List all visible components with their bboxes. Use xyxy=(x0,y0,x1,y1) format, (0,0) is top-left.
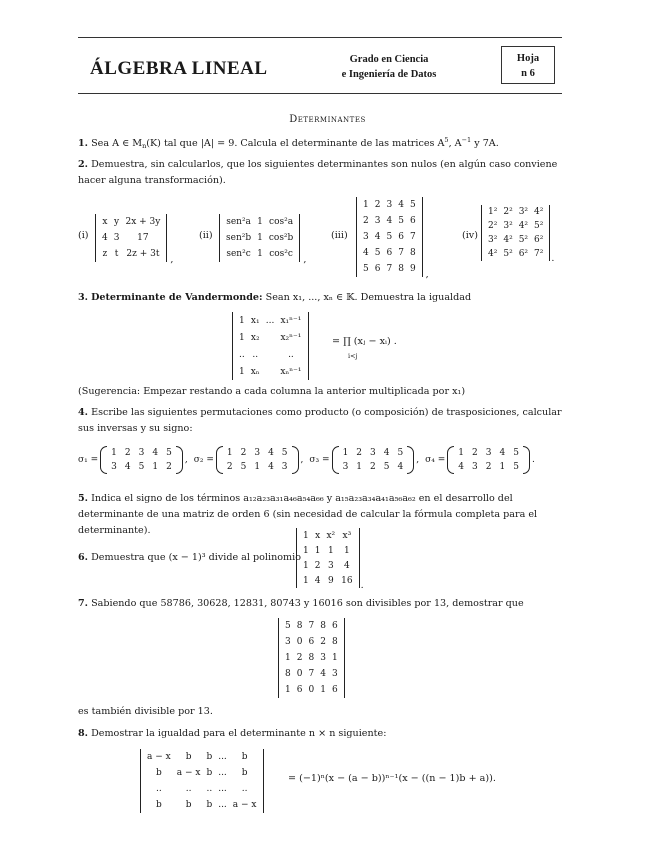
matrix-cell: 4 xyxy=(363,248,369,258)
matrix-cell: ... xyxy=(265,315,275,326)
matrix-cell: 2 xyxy=(363,216,369,226)
matrix-cell: 1 xyxy=(239,366,245,377)
separator: , xyxy=(184,455,188,465)
matrix-row xyxy=(223,214,296,230)
matrix-cell: 3 xyxy=(327,560,334,571)
permutation-name: σ₄ = xyxy=(425,455,446,465)
matrix-cell: b xyxy=(206,800,213,810)
matrix-cell: 3 xyxy=(285,637,291,647)
matrix-cell: 3 xyxy=(331,669,338,679)
permutations-row xyxy=(78,446,568,474)
matrix-row xyxy=(223,230,296,246)
matrix-cell: a − x xyxy=(232,800,257,810)
matrix-cell: 1 xyxy=(257,249,263,259)
determinant-i: x y 2x + 3y 4 3 17 z t 2z + 3t , xyxy=(95,214,173,265)
degree-line-1: Grado en Ciencia xyxy=(349,54,429,65)
matrix-cell: b xyxy=(206,752,213,762)
matrix-cell: b xyxy=(155,768,162,778)
matrix-cell: 5 xyxy=(281,448,288,458)
matrix-cell: 5 xyxy=(409,200,416,210)
matrix-cell: 1 xyxy=(239,315,245,326)
matrix-cell: 8 xyxy=(320,621,326,631)
matrix-cell: .. xyxy=(185,784,192,794)
matrix-cell: b xyxy=(185,800,192,810)
matrix-cell: 4 xyxy=(268,448,274,458)
matrix-cell: 6 xyxy=(398,232,404,242)
matrix-cell: 4² xyxy=(503,235,513,245)
matrix-cell: 5 xyxy=(240,462,247,472)
matrix-cell: 8 xyxy=(285,669,291,679)
matrix-cell: 2 xyxy=(374,200,381,210)
matrix-cell: 2 xyxy=(226,462,233,472)
permutation-name: σ₁ = xyxy=(78,455,99,465)
matrix-cell: a − x xyxy=(147,752,171,762)
matrix-cell: 0 xyxy=(296,669,303,679)
matrix-cell: 4 xyxy=(383,448,390,458)
matrix-cell: 1 xyxy=(303,530,309,541)
exercise-3-hint: (Sugerencia: Empezar restando a cada columna la anterior multiplicada por x₁) xyxy=(78,386,466,397)
matrix-cell: 1 xyxy=(239,332,245,343)
matrix-cell: 3² xyxy=(518,207,529,217)
exercise-4: 4. Escribe las siguientes permutaciones como producto (o composición) de trasposiciones, calcular sus inversas y su signo: xyxy=(78,407,562,434)
sheet-number: n 6 xyxy=(521,68,535,79)
permutation-matrix xyxy=(447,446,530,474)
matrix-cell: 5 xyxy=(363,264,369,274)
matrix-cell: cos²b xyxy=(268,233,294,243)
determinant-iv: 1² 2² 3² 4² 2² 3² 4² 5² 3² 4² 5² 6² 4² 5² 6² 7² . xyxy=(481,205,554,264)
matrix-cell: 5 xyxy=(513,448,519,458)
matrix-cell: 5 xyxy=(138,462,145,472)
matrix-cell: 1 xyxy=(285,653,291,663)
matrix-cell: ... xyxy=(218,752,227,762)
matrix-row xyxy=(360,213,419,229)
matrix-cell: 4 xyxy=(397,462,404,472)
matrix-cell: ... xyxy=(218,784,227,794)
matrix-cell: 4 xyxy=(152,448,159,458)
matrix-cell: ... xyxy=(218,768,227,778)
matrix-cell: 8 xyxy=(331,637,338,647)
matrix-cell: 6 xyxy=(374,264,381,274)
matrix-row xyxy=(144,781,260,797)
matrix-cell: 1 xyxy=(499,462,506,472)
matrix-cell: x xyxy=(102,217,108,227)
exercise-7: 7. Sabiendo que 58786, 30628, 12831, 80743 y 16016 son divisibles por 13, demostrar que xyxy=(78,598,524,609)
matrix-cell: t xyxy=(114,249,119,259)
matrix-cell: .. xyxy=(155,784,162,794)
matrix-cell: 2 xyxy=(314,560,321,571)
matrix-cell: b xyxy=(241,752,248,762)
matrix-cell: 2 xyxy=(485,462,492,472)
matrix-cell: b xyxy=(206,768,213,778)
matrix-cell: 4 xyxy=(320,669,326,679)
matrix-cell: 1² xyxy=(488,207,498,217)
matrix-cell: 5² xyxy=(534,221,544,231)
matrix-row xyxy=(282,666,341,682)
matrix-cell xyxy=(263,363,278,380)
matrix-cell: 2 xyxy=(296,653,303,663)
matrix-cell: x₂ xyxy=(250,332,260,343)
exercise-3: 3. Determinante de Vandermonde: Sean x₁, ..., xₙ ∈ 𝕂. Demuestra la igualdad xyxy=(78,292,472,303)
matrix-row xyxy=(339,460,408,474)
matrix-cell: sen²c xyxy=(226,249,251,259)
matrix-row xyxy=(99,230,163,246)
separator: . xyxy=(531,455,535,465)
matrix-cell: 3 xyxy=(342,462,349,472)
matrix-cell: 5 xyxy=(513,462,519,472)
sheet-number-box xyxy=(501,46,555,84)
matrix-cell: b xyxy=(241,768,248,778)
matrix-cell: 7 xyxy=(308,621,315,631)
matrix-cell: 3 xyxy=(320,653,326,663)
exercise-6: 6. Demuestra que (x − 1)³ divide al polinomio xyxy=(78,552,301,563)
matrix-cell: 9 xyxy=(327,575,334,586)
matrix-cell: 7 xyxy=(409,232,416,242)
product-index: i<j xyxy=(348,352,358,360)
matrix-cell: 5 xyxy=(285,621,291,631)
matrix-cell: 3² xyxy=(488,235,498,245)
matrix-cell: 5 xyxy=(397,448,404,458)
matrix-row xyxy=(360,245,419,261)
matrix-row xyxy=(223,446,292,460)
matrix-cell: 4 xyxy=(268,462,274,472)
matrix-row xyxy=(282,650,341,666)
matrix-cell: 1 xyxy=(314,545,321,556)
matrix-row xyxy=(485,233,546,247)
matrix-cell: 4² xyxy=(534,207,544,217)
matrix-cell: 4 xyxy=(344,560,350,571)
matrix-cell: b xyxy=(185,752,192,762)
matrix-cell: 5 xyxy=(386,232,393,242)
matrix-cell: 8 xyxy=(409,248,416,258)
matrix-cell: 6² xyxy=(534,235,544,245)
exercise-5: 5. Indica el signo de los términos a₁₂a₂₃a₃₁a₄₆a₅₄a₆₆ y a₁₅a₂₃a₃₄a₄₁a₅₆a₆₂ en el desarrollo del determinante de una matriz de orden 6 (sin necesidad de calcular la fórmula completa para el determinante). xyxy=(78,493,538,536)
matrix-cell: 7 xyxy=(308,669,315,679)
matrix-cell: 3 xyxy=(386,200,393,210)
matrix-row xyxy=(107,460,176,474)
determinant-iii: 1 2 3 4 5 2 3 4 5 6 3 4 5 6 7 4 5 6 7 8 5 6 7 8 9 , xyxy=(356,197,429,280)
matrix-row xyxy=(485,219,546,233)
matrix-cell: 5 xyxy=(383,462,390,472)
matrix-cell: ... xyxy=(218,800,227,810)
polynomial-determinant: 1 x x² x³ 1 1 1 1 1 2 3 4 1 4 9 16 . xyxy=(296,528,364,591)
matrix-row xyxy=(282,634,341,650)
matrix-cell: cos²a xyxy=(269,217,294,227)
matrix-cell: 5 xyxy=(374,248,381,258)
matrix-cell: 1 xyxy=(331,653,338,663)
matrix-cell: 1 xyxy=(303,560,309,571)
matrix-cell: 1 xyxy=(226,448,233,458)
matrix-row xyxy=(236,312,305,329)
matrix-cell: a − x xyxy=(176,768,201,778)
section-title: Determinantes xyxy=(289,114,366,125)
matrix-row xyxy=(99,214,163,230)
matrix-cell: 3 xyxy=(111,462,117,472)
matrix-cell: 1 xyxy=(303,575,309,586)
matrix-cell: x xyxy=(315,530,321,541)
matrix-row xyxy=(300,573,356,588)
exercise-1: 1. Sea A ∈ $M_n(K)$ tal que |A| = 9. Calcula el determinante de las matrices $A^5$, $A^{-1}$ y 7A. xyxy=(78,136,499,150)
permutation-matrix xyxy=(216,446,299,474)
matrix-row xyxy=(300,558,356,573)
matrix-cell: 0 xyxy=(308,685,315,695)
matrix-cell: 6 xyxy=(331,621,338,631)
matrix-cell: 4 xyxy=(102,233,108,243)
matrix-cell: x₁ xyxy=(250,315,260,326)
matrix-cell: 3 xyxy=(113,233,120,243)
matrix-cell: 2x + 3y xyxy=(125,217,161,227)
matrix-cell: 1 xyxy=(320,685,326,695)
vandermonde-rhs: = ∏ (xⱼ − xᵢ) . xyxy=(332,336,397,347)
matrix-cell: 2 xyxy=(320,637,326,647)
matrix-cell: 2z + 3t xyxy=(126,249,160,259)
matrix-cell: 1 xyxy=(327,545,334,556)
matrix-cell: 2 xyxy=(356,448,363,458)
degree-line-2: e Ingeniería de Datos xyxy=(341,69,437,80)
digits-determinant xyxy=(278,618,345,701)
matrix-cell: 1 xyxy=(254,462,261,472)
permutation-matrix xyxy=(332,446,415,474)
matrix-row xyxy=(282,682,341,698)
matrix-cell: 1 xyxy=(152,462,159,472)
permutation-matrix xyxy=(100,446,183,474)
separator: , xyxy=(300,455,304,465)
matrix-cell: 2 xyxy=(240,448,247,458)
matrix-cell: 3 xyxy=(370,448,376,458)
matrix-cell: 3 xyxy=(254,448,261,458)
matrix-row xyxy=(485,247,546,261)
matrix-cell: 2 xyxy=(124,448,131,458)
matrix-row xyxy=(236,346,305,363)
matrix-cell: 5 xyxy=(398,216,404,226)
matrix-cell: 6² xyxy=(518,249,529,259)
matrix-cell: x² xyxy=(326,530,336,541)
matrix-cell: 6 xyxy=(296,685,303,695)
matrix-cell: 8 xyxy=(398,264,404,274)
matrix-cell: 6 xyxy=(331,685,338,695)
matrix-cell: 3² xyxy=(503,221,513,231)
matrix-row xyxy=(360,197,419,213)
matrix-cell: 5² xyxy=(518,235,529,245)
matrix-cell: 3 xyxy=(138,448,145,458)
matrix-cell: 9 xyxy=(409,264,416,274)
matrix-cell: 6 xyxy=(308,637,315,647)
matrix-cell: 4 xyxy=(458,462,464,472)
matrix-row xyxy=(454,446,523,460)
matrix-row xyxy=(223,460,292,474)
matrix-cell: 5 xyxy=(166,448,172,458)
label-i: (i) xyxy=(78,230,89,241)
matrix-cell: 3 xyxy=(374,216,381,226)
matrix-cell: 4 xyxy=(124,462,131,472)
matrix-cell: 3 xyxy=(472,462,478,472)
matrix-row xyxy=(144,797,260,813)
matrix-cell: 1 xyxy=(344,545,350,556)
matrix-cell: .. xyxy=(206,784,213,794)
permutation-name: σ₂ = xyxy=(193,455,214,465)
matrix-cell: 4 xyxy=(374,232,381,242)
matrix-cell: 2 xyxy=(166,462,172,472)
matrix-cell: 1 xyxy=(285,685,291,695)
nxn-determinant xyxy=(140,749,264,816)
matrix-cell: b xyxy=(155,800,162,810)
matrix-row xyxy=(223,246,296,262)
separator: , xyxy=(416,455,420,465)
matrix-cell: xₙ xyxy=(250,366,260,377)
matrix-cell: xₙⁿ⁻¹ xyxy=(280,366,302,377)
matrix-cell: 1 xyxy=(257,233,263,243)
matrix-cell: 1 xyxy=(257,217,263,227)
matrix-row xyxy=(360,261,419,277)
matrix-cell: 7 xyxy=(386,264,393,274)
matrix-cell: 1 xyxy=(342,448,349,458)
matrix-row xyxy=(144,765,260,781)
matrix-cell: 3 xyxy=(281,462,288,472)
matrix-cell: 4 xyxy=(314,575,321,586)
matrix-cell: 1 xyxy=(356,462,363,472)
label-iii: (iii) xyxy=(331,230,348,241)
matrix-cell: 16 xyxy=(341,575,353,586)
matrix-row xyxy=(339,446,408,460)
exercise-8: 8. Demostrar la igualdad para el determinante n × n siguiente: xyxy=(78,728,387,739)
exercise-7-conclusion: es también divisible por 13. xyxy=(78,706,213,717)
sheet-label: Hoja xyxy=(516,53,540,64)
determinant-ii: sen²a 1 cos²a sen²b 1 cos²b sen²c 1 cos²c , xyxy=(219,214,306,265)
degree-name xyxy=(322,52,456,82)
matrix-row xyxy=(236,363,305,380)
matrix-cell: cos²c xyxy=(269,249,293,259)
matrix-row xyxy=(360,229,419,245)
matrix-row xyxy=(282,618,341,634)
matrix-cell: x³ xyxy=(342,530,352,541)
matrix-cell: 1 xyxy=(111,448,117,458)
matrix-cell: 6 xyxy=(386,248,393,258)
matrix-cell: 1 xyxy=(303,545,309,556)
nxn-rhs: = (−1)ⁿ(x − (a − b))ⁿ⁻¹(x − ((n − 1)b + a)). xyxy=(288,773,496,784)
matrix-row xyxy=(107,446,176,460)
matrix-cell: 2² xyxy=(488,221,498,231)
matrix-cell: .. xyxy=(241,784,248,794)
matrix-row xyxy=(144,749,260,765)
matrix-cell: .. xyxy=(252,349,259,360)
matrix-cell: 7² xyxy=(534,249,544,259)
matrix-cell: 8 xyxy=(308,653,315,663)
matrix-cell: 3 xyxy=(485,448,492,458)
course-title: ÁLGEBRA LINEAL xyxy=(90,58,268,79)
vandermonde-determinant xyxy=(232,312,309,383)
label-ii: (ii) xyxy=(199,230,213,241)
permutation-name: σ₃ = xyxy=(309,455,330,465)
matrix-cell: 0 xyxy=(296,637,303,647)
matrix-cell: 5² xyxy=(503,249,513,259)
matrix-cell: 1 xyxy=(363,200,369,210)
matrix-cell: x₂ⁿ⁻¹ xyxy=(280,332,302,343)
matrix-cell: 17 xyxy=(137,233,149,243)
matrix-cell: .. xyxy=(239,349,245,360)
matrix-cell: y xyxy=(114,217,120,227)
matrix-cell xyxy=(263,329,278,346)
matrix-cell: sen²a xyxy=(226,217,251,227)
matrix-cell xyxy=(263,346,278,363)
matrix-cell: 2 xyxy=(472,448,478,458)
matrix-row xyxy=(99,246,163,262)
matrix-cell: 2 xyxy=(370,462,376,472)
matrix-row xyxy=(300,528,356,543)
matrix-cell: .. xyxy=(288,349,294,360)
matrix-cell: 8 xyxy=(296,621,303,631)
matrix-cell: 4² xyxy=(518,221,529,231)
matrix-cell: 7 xyxy=(398,248,404,258)
matrix-row xyxy=(300,543,356,558)
matrix-cell: 4 xyxy=(386,216,393,226)
matrix-cell: x₁ⁿ⁻¹ xyxy=(280,315,302,326)
exercise-2: 2. Demuestra, sin calcularlos, que los siguientes determinantes son nulos (en algún caso conviene hacer alguna transformación). xyxy=(78,159,558,186)
matrix-cell: 4 xyxy=(499,448,506,458)
matrix-row xyxy=(236,329,305,346)
matrix-cell: 2² xyxy=(503,207,513,217)
matrix-cell: sen²b xyxy=(226,233,252,243)
top-rule xyxy=(78,37,562,38)
matrix-row xyxy=(485,205,546,219)
bottom-rule xyxy=(78,93,562,94)
matrix-cell: 3 xyxy=(363,232,369,242)
matrix-cell: 1 xyxy=(458,448,464,458)
matrix-cell: 4² xyxy=(488,249,498,259)
matrix-cell: 6 xyxy=(409,216,416,226)
matrix-cell: z xyxy=(102,249,108,259)
matrix-row xyxy=(454,460,523,474)
label-iv: (iv) xyxy=(462,230,478,241)
matrix-cell: 4 xyxy=(398,200,404,210)
